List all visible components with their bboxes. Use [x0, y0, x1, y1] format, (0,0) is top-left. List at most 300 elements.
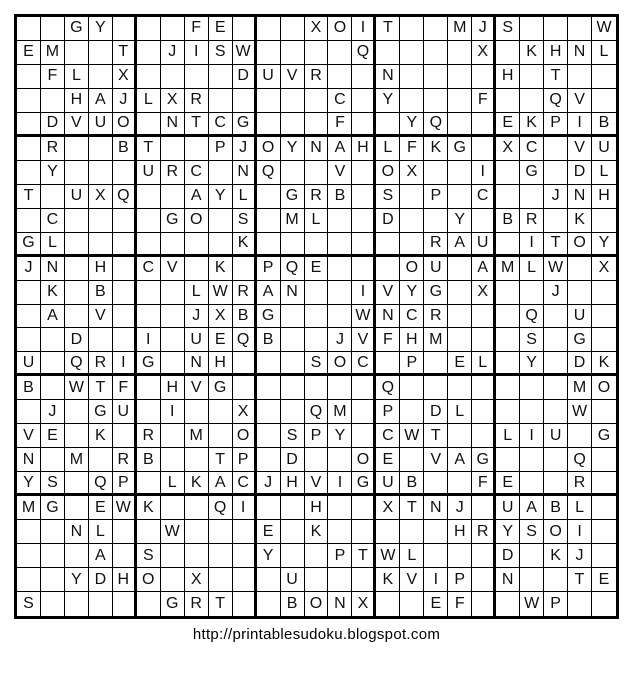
- sudoku-empty-cell[interactable]: [17, 161, 41, 185]
- sudoku-empty-cell[interactable]: [257, 376, 281, 400]
- sudoku-empty-cell[interactable]: [233, 352, 257, 376]
- sudoku-empty-cell[interactable]: [520, 281, 544, 305]
- sudoku-empty-cell[interactable]: [544, 400, 568, 424]
- sudoku-empty-cell[interactable]: [185, 544, 209, 568]
- sudoku-empty-cell[interactable]: [328, 65, 352, 89]
- sudoku-empty-cell[interactable]: [520, 448, 544, 472]
- sudoku-empty-cell[interactable]: [352, 233, 376, 257]
- sudoku-empty-cell[interactable]: [352, 520, 376, 544]
- sudoku-empty-cell[interactable]: [209, 400, 233, 424]
- sudoku-empty-cell[interactable]: [305, 161, 329, 185]
- sudoku-empty-cell[interactable]: [472, 328, 496, 352]
- sudoku-empty-cell[interactable]: [592, 472, 616, 496]
- sudoku-empty-cell[interactable]: [185, 400, 209, 424]
- sudoku-empty-cell[interactable]: [281, 17, 305, 41]
- sudoku-empty-cell[interactable]: [209, 161, 233, 185]
- sudoku-empty-cell[interactable]: [281, 400, 305, 424]
- sudoku-empty-cell[interactable]: [257, 400, 281, 424]
- sudoku-empty-cell[interactable]: [65, 472, 89, 496]
- sudoku-empty-cell[interactable]: [17, 17, 41, 41]
- sudoku-empty-cell[interactable]: [41, 352, 65, 376]
- sudoku-empty-cell[interactable]: [65, 281, 89, 305]
- sudoku-empty-cell[interactable]: [161, 568, 185, 592]
- sudoku-empty-cell[interactable]: [89, 448, 113, 472]
- sudoku-empty-cell[interactable]: [328, 281, 352, 305]
- sudoku-empty-cell[interactable]: [520, 185, 544, 209]
- sudoku-empty-cell[interactable]: [424, 89, 448, 113]
- sudoku-given-cell: U: [544, 424, 568, 448]
- sudoku-empty-cell[interactable]: [400, 41, 424, 65]
- sudoku-empty-cell[interactable]: [65, 592, 89, 616]
- sudoku-empty-cell[interactable]: [137, 376, 161, 400]
- sudoku-empty-cell[interactable]: [257, 352, 281, 376]
- sudoku-empty-cell[interactable]: [257, 185, 281, 209]
- sudoku-empty-cell[interactable]: [424, 209, 448, 233]
- sudoku-empty-cell[interactable]: [328, 376, 352, 400]
- sudoku-empty-cell[interactable]: [400, 89, 424, 113]
- sudoku-empty-cell[interactable]: [161, 496, 185, 520]
- sudoku-empty-cell[interactable]: [185, 520, 209, 544]
- sudoku-empty-cell[interactable]: [352, 209, 376, 233]
- sudoku-empty-cell[interactable]: [472, 376, 496, 400]
- sudoku-empty-cell[interactable]: [161, 352, 185, 376]
- sudoku-empty-cell[interactable]: [400, 209, 424, 233]
- sudoku-empty-cell[interactable]: [137, 281, 161, 305]
- sudoku-empty-cell[interactable]: [352, 89, 376, 113]
- sudoku-empty-cell[interactable]: [41, 17, 65, 41]
- sudoku-empty-cell[interactable]: [496, 376, 520, 400]
- sudoku-empty-cell[interactable]: [209, 65, 233, 89]
- sudoku-empty-cell[interactable]: [89, 65, 113, 89]
- sudoku-empty-cell[interactable]: [592, 65, 616, 89]
- sudoku-empty-cell[interactable]: [161, 328, 185, 352]
- sudoku-empty-cell[interactable]: [592, 328, 616, 352]
- sudoku-empty-cell[interactable]: [376, 592, 400, 616]
- sudoku-empty-cell[interactable]: [17, 400, 41, 424]
- sudoku-empty-cell[interactable]: [65, 161, 89, 185]
- sudoku-empty-cell[interactable]: [544, 305, 568, 329]
- sudoku-empty-cell[interactable]: [185, 65, 209, 89]
- sudoku-empty-cell[interactable]: [352, 65, 376, 89]
- sudoku-empty-cell[interactable]: [592, 281, 616, 305]
- sudoku-empty-cell[interactable]: [305, 568, 329, 592]
- sudoku-empty-cell[interactable]: [472, 305, 496, 329]
- sudoku-empty-cell[interactable]: [568, 65, 592, 89]
- sudoku-empty-cell[interactable]: [185, 257, 209, 281]
- sudoku-empty-cell[interactable]: [352, 568, 376, 592]
- sudoku-empty-cell[interactable]: [161, 137, 185, 161]
- sudoku-empty-cell[interactable]: [544, 352, 568, 376]
- sudoku-empty-cell[interactable]: [376, 257, 400, 281]
- sudoku-empty-cell[interactable]: [233, 257, 257, 281]
- sudoku-empty-cell[interactable]: [137, 233, 161, 257]
- sudoku-empty-cell[interactable]: [209, 233, 233, 257]
- sudoku-empty-cell[interactable]: [233, 568, 257, 592]
- sudoku-empty-cell[interactable]: [305, 328, 329, 352]
- sudoku-empty-cell[interactable]: [376, 520, 400, 544]
- sudoku-empty-cell[interactable]: [161, 65, 185, 89]
- sudoku-empty-cell[interactable]: [137, 185, 161, 209]
- sudoku-given-cell: S: [209, 41, 233, 65]
- sudoku-empty-cell[interactable]: [185, 137, 209, 161]
- sudoku-empty-cell[interactable]: [17, 328, 41, 352]
- sudoku-empty-cell[interactable]: [41, 592, 65, 616]
- sudoku-empty-cell[interactable]: [137, 472, 161, 496]
- sudoku-empty-cell[interactable]: [376, 352, 400, 376]
- sudoku-empty-cell[interactable]: [137, 41, 161, 65]
- sudoku-empty-cell[interactable]: [41, 544, 65, 568]
- sudoku-empty-cell[interactable]: [41, 568, 65, 592]
- sudoku-empty-cell[interactable]: [233, 89, 257, 113]
- sudoku-empty-cell[interactable]: [472, 592, 496, 616]
- sudoku-empty-cell[interactable]: [233, 520, 257, 544]
- sudoku-empty-cell[interactable]: [472, 137, 496, 161]
- sudoku-empty-cell[interactable]: [209, 520, 233, 544]
- sudoku-empty-cell[interactable]: [113, 281, 137, 305]
- sudoku-empty-cell[interactable]: [592, 448, 616, 472]
- sudoku-empty-cell[interactable]: [17, 544, 41, 568]
- sudoku-empty-cell[interactable]: [65, 496, 89, 520]
- sudoku-empty-cell[interactable]: [233, 544, 257, 568]
- sudoku-empty-cell[interactable]: [17, 209, 41, 233]
- sudoku-empty-cell[interactable]: [41, 520, 65, 544]
- sudoku-empty-cell[interactable]: [17, 305, 41, 329]
- sudoku-empty-cell[interactable]: [65, 305, 89, 329]
- sudoku-empty-cell[interactable]: [544, 472, 568, 496]
- sudoku-empty-cell[interactable]: [137, 17, 161, 41]
- sudoku-empty-cell[interactable]: [113, 209, 137, 233]
- sudoku-empty-cell[interactable]: [592, 209, 616, 233]
- sudoku-empty-cell[interactable]: [65, 400, 89, 424]
- sudoku-empty-cell[interactable]: [592, 496, 616, 520]
- sudoku-empty-cell[interactable]: [209, 544, 233, 568]
- sudoku-empty-cell[interactable]: [448, 328, 472, 352]
- sudoku-empty-cell[interactable]: [376, 113, 400, 137]
- sudoku-empty-cell[interactable]: [257, 41, 281, 65]
- sudoku-empty-cell[interactable]: [257, 113, 281, 137]
- sudoku-empty-cell[interactable]: [496, 305, 520, 329]
- sudoku-empty-cell[interactable]: [281, 233, 305, 257]
- sudoku-empty-cell[interactable]: [65, 233, 89, 257]
- sudoku-empty-cell[interactable]: [305, 281, 329, 305]
- sudoku-empty-cell[interactable]: [328, 257, 352, 281]
- sudoku-empty-cell[interactable]: [161, 424, 185, 448]
- sudoku-empty-cell[interactable]: [472, 568, 496, 592]
- sudoku-empty-cell[interactable]: [400, 233, 424, 257]
- sudoku-empty-cell[interactable]: [592, 520, 616, 544]
- sudoku-empty-cell[interactable]: [209, 424, 233, 448]
- sudoku-empty-cell[interactable]: [257, 592, 281, 616]
- sudoku-empty-cell[interactable]: [89, 41, 113, 65]
- sudoku-empty-cell[interactable]: [472, 209, 496, 233]
- sudoku-empty-cell[interactable]: [448, 113, 472, 137]
- sudoku-empty-cell[interactable]: [113, 592, 137, 616]
- sudoku-empty-cell[interactable]: [89, 209, 113, 233]
- sudoku-empty-cell[interactable]: [448, 41, 472, 65]
- sudoku-empty-cell[interactable]: [113, 257, 137, 281]
- sudoku-empty-cell[interactable]: [568, 281, 592, 305]
- sudoku-empty-cell[interactable]: [400, 520, 424, 544]
- sudoku-empty-cell[interactable]: [448, 185, 472, 209]
- sudoku-empty-cell[interactable]: [113, 328, 137, 352]
- sudoku-empty-cell[interactable]: [592, 592, 616, 616]
- sudoku-empty-cell[interactable]: [328, 41, 352, 65]
- sudoku-empty-cell[interactable]: [257, 209, 281, 233]
- sudoku-empty-cell[interactable]: [257, 17, 281, 41]
- sudoku-empty-cell[interactable]: [544, 568, 568, 592]
- sudoku-empty-cell[interactable]: [209, 89, 233, 113]
- sudoku-empty-cell[interactable]: [281, 113, 305, 137]
- sudoku-empty-cell[interactable]: [305, 89, 329, 113]
- sudoku-empty-cell[interactable]: [472, 544, 496, 568]
- sudoku-empty-cell[interactable]: [281, 328, 305, 352]
- sudoku-empty-cell[interactable]: [520, 472, 544, 496]
- sudoku-empty-cell[interactable]: [568, 592, 592, 616]
- sudoku-empty-cell[interactable]: [544, 17, 568, 41]
- sudoku-empty-cell[interactable]: [161, 281, 185, 305]
- sudoku-empty-cell[interactable]: [185, 448, 209, 472]
- sudoku-empty-cell[interactable]: [89, 137, 113, 161]
- sudoku-empty-cell[interactable]: [257, 568, 281, 592]
- sudoku-empty-cell[interactable]: [544, 209, 568, 233]
- sudoku-empty-cell[interactable]: [424, 520, 448, 544]
- sudoku-empty-cell[interactable]: [352, 400, 376, 424]
- sudoku-empty-cell[interactable]: [568, 424, 592, 448]
- sudoku-empty-cell[interactable]: [305, 376, 329, 400]
- sudoku-empty-cell[interactable]: [281, 89, 305, 113]
- sudoku-empty-cell[interactable]: [328, 448, 352, 472]
- sudoku-empty-cell[interactable]: [400, 376, 424, 400]
- sudoku-empty-cell[interactable]: [281, 496, 305, 520]
- sudoku-given-cell: M: [17, 496, 41, 520]
- sudoku-empty-cell[interactable]: [161, 233, 185, 257]
- sudoku-empty-cell[interactable]: [496, 41, 520, 65]
- sudoku-empty-cell[interactable]: [424, 352, 448, 376]
- sudoku-empty-cell[interactable]: [257, 424, 281, 448]
- sudoku-empty-cell[interactable]: [65, 544, 89, 568]
- sudoku-empty-cell[interactable]: [376, 41, 400, 65]
- sudoku-empty-cell[interactable]: [568, 257, 592, 281]
- sudoku-empty-cell[interactable]: [233, 592, 257, 616]
- sudoku-empty-cell[interactable]: [137, 305, 161, 329]
- sudoku-empty-cell[interactable]: [137, 400, 161, 424]
- sudoku-empty-cell[interactable]: [89, 328, 113, 352]
- sudoku-empty-cell[interactable]: [281, 352, 305, 376]
- sudoku-empty-cell[interactable]: [496, 89, 520, 113]
- sudoku-empty-cell[interactable]: [281, 544, 305, 568]
- sudoku-empty-cell[interactable]: [352, 113, 376, 137]
- sudoku-empty-cell[interactable]: [89, 233, 113, 257]
- sudoku-empty-cell[interactable]: [137, 209, 161, 233]
- sudoku-empty-cell[interactable]: [65, 209, 89, 233]
- sudoku-empty-cell[interactable]: [281, 520, 305, 544]
- sudoku-empty-cell[interactable]: [257, 233, 281, 257]
- sudoku-empty-cell[interactable]: [544, 328, 568, 352]
- sudoku-empty-cell[interactable]: [137, 65, 161, 89]
- sudoku-empty-cell[interactable]: [400, 65, 424, 89]
- sudoku-empty-cell[interactable]: [496, 233, 520, 257]
- sudoku-empty-cell[interactable]: [472, 400, 496, 424]
- sudoku-empty-cell[interactable]: [65, 257, 89, 281]
- sudoku-empty-cell[interactable]: [400, 592, 424, 616]
- sudoku-empty-cell[interactable]: [17, 281, 41, 305]
- sudoku-empty-cell[interactable]: [113, 233, 137, 257]
- sudoku-empty-cell[interactable]: [113, 424, 137, 448]
- sudoku-empty-cell[interactable]: [520, 17, 544, 41]
- sudoku-empty-cell[interactable]: [352, 161, 376, 185]
- sudoku-empty-cell[interactable]: [89, 592, 113, 616]
- sudoku-empty-cell[interactable]: [352, 496, 376, 520]
- sudoku-empty-cell[interactable]: [209, 209, 233, 233]
- sudoku-empty-cell[interactable]: [424, 376, 448, 400]
- sudoku-empty-cell[interactable]: [448, 281, 472, 305]
- sudoku-empty-cell[interactable]: [400, 17, 424, 41]
- sudoku-empty-cell[interactable]: [448, 544, 472, 568]
- sudoku-empty-cell[interactable]: [65, 424, 89, 448]
- sudoku-empty-cell[interactable]: [496, 185, 520, 209]
- sudoku-empty-cell[interactable]: [352, 185, 376, 209]
- sudoku-empty-cell[interactable]: [496, 281, 520, 305]
- sudoku-empty-cell[interactable]: [496, 328, 520, 352]
- sudoku-empty-cell[interactable]: [592, 305, 616, 329]
- sudoku-empty-cell[interactable]: [496, 400, 520, 424]
- sudoku-empty-cell[interactable]: [448, 65, 472, 89]
- sudoku-empty-cell[interactable]: [257, 496, 281, 520]
- sudoku-empty-cell[interactable]: [17, 89, 41, 113]
- sudoku-empty-cell[interactable]: [424, 161, 448, 185]
- sudoku-empty-cell[interactable]: [113, 544, 137, 568]
- sudoku-empty-cell[interactable]: [424, 544, 448, 568]
- sudoku-empty-cell[interactable]: [89, 161, 113, 185]
- sudoku-empty-cell[interactable]: [41, 185, 65, 209]
- sudoku-empty-cell[interactable]: [592, 544, 616, 568]
- sudoku-empty-cell[interactable]: [281, 161, 305, 185]
- sudoku-empty-cell[interactable]: [137, 113, 161, 137]
- sudoku-empty-cell[interactable]: [161, 17, 185, 41]
- sudoku-empty-cell[interactable]: [520, 89, 544, 113]
- sudoku-empty-cell[interactable]: [424, 41, 448, 65]
- sudoku-empty-cell[interactable]: [400, 448, 424, 472]
- sudoku-empty-cell[interactable]: [41, 89, 65, 113]
- sudoku-empty-cell[interactable]: [305, 113, 329, 137]
- sudoku-empty-cell[interactable]: [328, 305, 352, 329]
- sudoku-empty-cell[interactable]: [185, 233, 209, 257]
- sudoku-empty-cell[interactable]: [161, 305, 185, 329]
- sudoku-empty-cell[interactable]: [113, 305, 137, 329]
- sudoku-empty-cell[interactable]: [472, 424, 496, 448]
- sudoku-empty-cell[interactable]: [161, 185, 185, 209]
- sudoku-empty-cell[interactable]: [496, 448, 520, 472]
- sudoku-empty-cell[interactable]: [544, 376, 568, 400]
- sudoku-given-cell: Q: [424, 113, 448, 137]
- sudoku-empty-cell[interactable]: [448, 305, 472, 329]
- sudoku-empty-cell[interactable]: [472, 496, 496, 520]
- sudoku-empty-cell[interactable]: [352, 376, 376, 400]
- sudoku-empty-cell[interactable]: [544, 161, 568, 185]
- sudoku-empty-cell[interactable]: [520, 400, 544, 424]
- sudoku-empty-cell[interactable]: [400, 400, 424, 424]
- sudoku-empty-cell[interactable]: [65, 137, 89, 161]
- sudoku-empty-cell[interactable]: [328, 233, 352, 257]
- sudoku-empty-cell[interactable]: [448, 376, 472, 400]
- sudoku-empty-cell[interactable]: [305, 305, 329, 329]
- sudoku-empty-cell[interactable]: [376, 233, 400, 257]
- sudoku-empty-cell[interactable]: [257, 89, 281, 113]
- sudoku-empty-cell[interactable]: [65, 41, 89, 65]
- sudoku-empty-cell[interactable]: [496, 592, 520, 616]
- sudoku-empty-cell[interactable]: [209, 568, 233, 592]
- sudoku-empty-cell[interactable]: [17, 568, 41, 592]
- sudoku-empty-cell[interactable]: [305, 233, 329, 257]
- sudoku-empty-cell[interactable]: [448, 161, 472, 185]
- sudoku-empty-cell[interactable]: [281, 41, 305, 65]
- sudoku-empty-cell[interactable]: [113, 17, 137, 41]
- sudoku-empty-cell[interactable]: [448, 257, 472, 281]
- sudoku-empty-cell[interactable]: [233, 376, 257, 400]
- sudoku-empty-cell[interactable]: [448, 472, 472, 496]
- sudoku-empty-cell[interactable]: [496, 352, 520, 376]
- sudoku-given-cell: R: [568, 472, 592, 496]
- sudoku-empty-cell[interactable]: [544, 448, 568, 472]
- sudoku-empty-cell[interactable]: [113, 520, 137, 544]
- sudoku-empty-cell[interactable]: [257, 448, 281, 472]
- sudoku-empty-cell[interactable]: [520, 65, 544, 89]
- sudoku-empty-cell[interactable]: [161, 448, 185, 472]
- sudoku-empty-cell[interactable]: [305, 544, 329, 568]
- sudoku-empty-cell[interactable]: [17, 137, 41, 161]
- sudoku-empty-cell[interactable]: [185, 496, 209, 520]
- sudoku-empty-cell[interactable]: [424, 472, 448, 496]
- sudoku-empty-cell[interactable]: [472, 65, 496, 89]
- sudoku-empty-cell[interactable]: [328, 568, 352, 592]
- sudoku-empty-cell[interactable]: [137, 520, 161, 544]
- sudoku-empty-cell[interactable]: [161, 544, 185, 568]
- sudoku-empty-cell[interactable]: [41, 376, 65, 400]
- sudoku-empty-cell[interactable]: [328, 209, 352, 233]
- sudoku-empty-cell[interactable]: [281, 376, 305, 400]
- sudoku-empty-cell[interactable]: [233, 17, 257, 41]
- sudoku-empty-cell[interactable]: [520, 376, 544, 400]
- sudoku-empty-cell[interactable]: [17, 65, 41, 89]
- sudoku-empty-cell[interactable]: [448, 424, 472, 448]
- sudoku-empty-cell[interactable]: [281, 305, 305, 329]
- sudoku-empty-cell[interactable]: [520, 568, 544, 592]
- sudoku-empty-cell[interactable]: [472, 113, 496, 137]
- sudoku-empty-cell[interactable]: [448, 89, 472, 113]
- sudoku-empty-cell[interactable]: [544, 137, 568, 161]
- sudoku-empty-cell[interactable]: [328, 496, 352, 520]
- sudoku-empty-cell[interactable]: [352, 424, 376, 448]
- sudoku-empty-cell[interactable]: [496, 161, 520, 185]
- sudoku-empty-cell[interactable]: [568, 17, 592, 41]
- sudoku-empty-cell[interactable]: [424, 17, 448, 41]
- sudoku-empty-cell[interactable]: [305, 41, 329, 65]
- sudoku-empty-cell[interactable]: [41, 448, 65, 472]
- sudoku-empty-cell[interactable]: [17, 113, 41, 137]
- sudoku-empty-cell[interactable]: [328, 520, 352, 544]
- sudoku-empty-cell[interactable]: [352, 257, 376, 281]
- sudoku-empty-cell[interactable]: [592, 89, 616, 113]
- sudoku-empty-cell[interactable]: [137, 592, 161, 616]
- sudoku-empty-cell[interactable]: [400, 185, 424, 209]
- sudoku-empty-cell[interactable]: [17, 520, 41, 544]
- sudoku-empty-cell[interactable]: [305, 448, 329, 472]
- sudoku-empty-cell[interactable]: [41, 328, 65, 352]
- sudoku-empty-cell[interactable]: [520, 544, 544, 568]
- sudoku-empty-cell[interactable]: [592, 400, 616, 424]
- sudoku-empty-cell[interactable]: [113, 161, 137, 185]
- sudoku-empty-cell[interactable]: [424, 65, 448, 89]
